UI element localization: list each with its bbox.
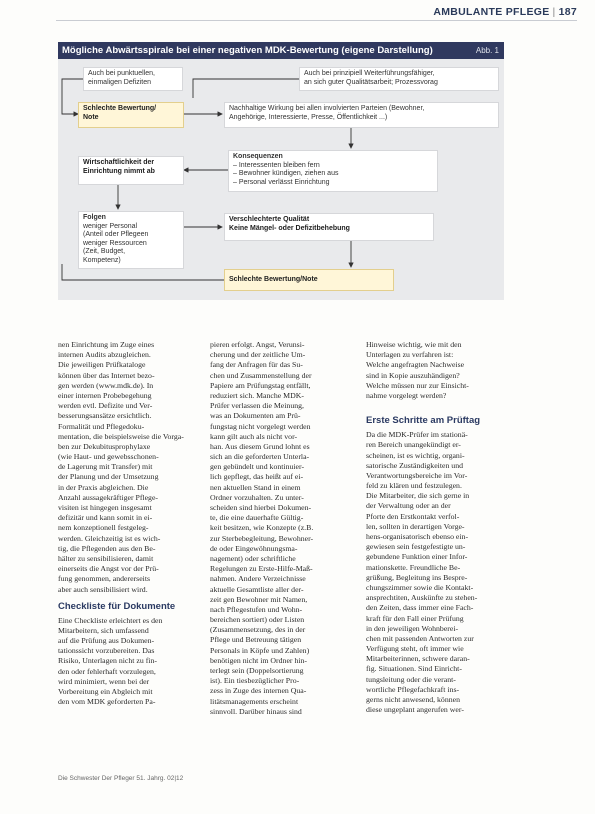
column-1 <box>58 340 198 707</box>
box-followups: Folgen weniger Personal (Anteil oder Pflegeen weniger Ressourcen (Zeit, Budget, Kompetenz) <box>78 211 184 269</box>
paragraph: pieren erfolgt. Angst, Verunsi- cherung und der zeitliche Um- fang der Anfragen für das Su- chen und Zusammenstellung der Papiere am Prüfungstag entfällt, reduziert sich. Manche MDK- Prüfer verlassen die Meinung, was an Dokumenten am Prü- fungstag nicht vorgelegt werden kann gilt auch als nicht vor- han. Aus diesem Grund lohnt es sich an die geforderten Unterla- gen gebündelt und kontinuier- lich gepflegt, das heißt auf ei- nen aktuellen Stand in einem Ordner vorzuhalten. Zu unter- scheiden sind hierbei Dokumen- te, die eine dauerhafte Gültig- keit besitzen, wie Konzepte (z.B. zur Sterbebegleitung, Bewohner- de oder Eingewöhnungsma- nagement) oder schriftliche Regelungen zu Erste-Hilfe-Maß- nahmen. Andere Verzeichnisse aktuelle Gesamtliste aller der- zeit gen Bewohner mit Namen, nach Pflegestufen und Wohn- bereichen sortiert) oder Listen (Zusammensetzung, des in der Pflege und Betreuung tätigen Personals in Köpfe und Zahlen) benötigen nicht im Ordner hin- terlegt sein (Doppelsortierung ist). Ein tiesbezüglicher Pro- zess in Zuge des internen Qua- litätsmanagements erscheint sinnvoll. Darüber hinaus sind <box>210 340 314 716</box>
connector-quality-to-rating <box>193 79 299 98</box>
paragraph: Da die MDK-Prüfer im stationä- ren Bereich unangekündigt er- scheinen, ist es wichtig, organi- satorische Zuständigkeiten und Verantwortungsbereiche im Vor- feld zu klären und festzulegen. Die Mitarbeiter, die sich gerne in der Verwaltung oder an der Pforte den Erstkontakt verfol- len, sollten in derartigen Vorge- hens-organisatorisch ebenso ein- gewiesen sein festgefestigte un- gebundene Funktion einer Infor- mationskette. Freundliche Be- grüßung, Begleitung ins Bespre- chungszimmer sowie die Kontakt- ansprechtiten, Auskünfte zu stehen- den Zeiten, dass immer eine Fach- kraft für den Fall einer Prüfung in den jeweiligen Wohnberei- chen mit passenden Antworten zur Verfügung steht, oft immer wie Mitarbeiterinnen, schwere daran- fig. Situationen. Sind Einricht- tungsleitung oder die verant- wortliche Pflegefachkraft ins- gerns nicht anwesend, können diese ungeplant angerufen wer- <box>366 430 478 715</box>
column-2 <box>210 340 354 717</box>
box-bad-rating: Schlechte Bewertung/Note <box>224 269 394 291</box>
box-media: Auch bei punktuellen, einmaligen Defiziten <box>83 67 183 91</box>
column-3 <box>366 340 504 715</box>
box-consequences: Konsequenzen – Interessenten bleiben fern – Bewohner kündigen, ziehen aus – Personal verlässt Einrichtung <box>228 150 438 192</box>
paragraph: nen Einrichtung im Zuge eines internen Audits abzugleichen. Die jeweiligen Prüfkataloge können über das Internet bezo- gen werden (www.mdk.de). In einer internen Probebegehung werden evtl. Defizite und Ver- besserungsansätze ersichtlich. Formalität und Pflegedoku- mentation, die beispielsweise die Vorga- ben zur Dekubitusprophylaxe (wie Haut- und gewebsschonen- de Lagerung mit Transfer) mit der Planung und der Umsetzung in der Praxis abgleichen. Die Anzahl aussagekräftiger Pflege- visiten ist hingegen insgesamt defizitär und kann somit in ei- nem konzeptionell festgeleg- werden. Gleichzeitig ist es wich- tig, die Pflegenden aus den Be- hälter zu sensibilisieren, damit einerseits die Angst vor der Prü- fung genommen, andererseits aber auch sensibilisiert wird. <box>58 340 184 594</box>
box-worse-quality: Verschlechterte Qualität Keine Mängel- oder Defizitbehebung <box>224 213 434 241</box>
paragraph: Hinweise wichtig, wie mit den Unterlagen zu verfahren ist: Welche angefragten Nachweise sind in Kopie auszuhändigen? Welche müssen nur zur Einsicht- nahme vorgelegt werden? <box>366 340 469 400</box>
page-footer: Die Schwester Der Pfleger 51. Jahrg. 02|12 <box>58 775 184 782</box>
page-number: 187 <box>558 6 577 18</box>
figure-title: Mögliche Abwärtsspirale bei einer negativen MDK-Bewertung (eigene Darstellung) <box>62 45 433 56</box>
box-quality: Auch bei prinzipiell Weiterführungsfähiger, an sich guter Qualitätsarbeit; Prozessvorag <box>299 67 499 91</box>
box-effect: Nachhaltige Wirkung bei allen involvierten Parteien (Bewohner, Angehörige, Interessierte, Presse, Öffentlichkeit ...) <box>224 102 499 128</box>
figure-label: Abb. 1 <box>475 46 499 55</box>
running-head <box>433 6 577 18</box>
paragraph: Eine Checkliste erleichtert es den Mitarbeitern, sich umfassend auf die Prüfung aus Dokumen- tationssicht vorzubereiten. Das Risiko, Unterlagen nicht zu fin- den oder fehlerhaft vorzulegen, wird minimiert, wenn bei der Vorbereitung ein Abgleich mit den vom MDK geforderten Pa- <box>58 615 163 707</box>
box-rating: Schlechte Bewertung/ Note <box>78 102 184 128</box>
figure <box>58 42 504 300</box>
heading-first-steps: Erste Schritte am Prüftag <box>366 415 481 427</box>
header-rule <box>56 20 577 21</box>
heading-checklist: Checkliste für Dokumente <box>58 600 176 612</box>
separator: | <box>552 6 556 18</box>
section-title: AMBULANTE PFLEGE <box>433 6 550 18</box>
box-economy: Wirtschaftlichkeit der Einrichtung nimmt ab <box>78 156 184 185</box>
